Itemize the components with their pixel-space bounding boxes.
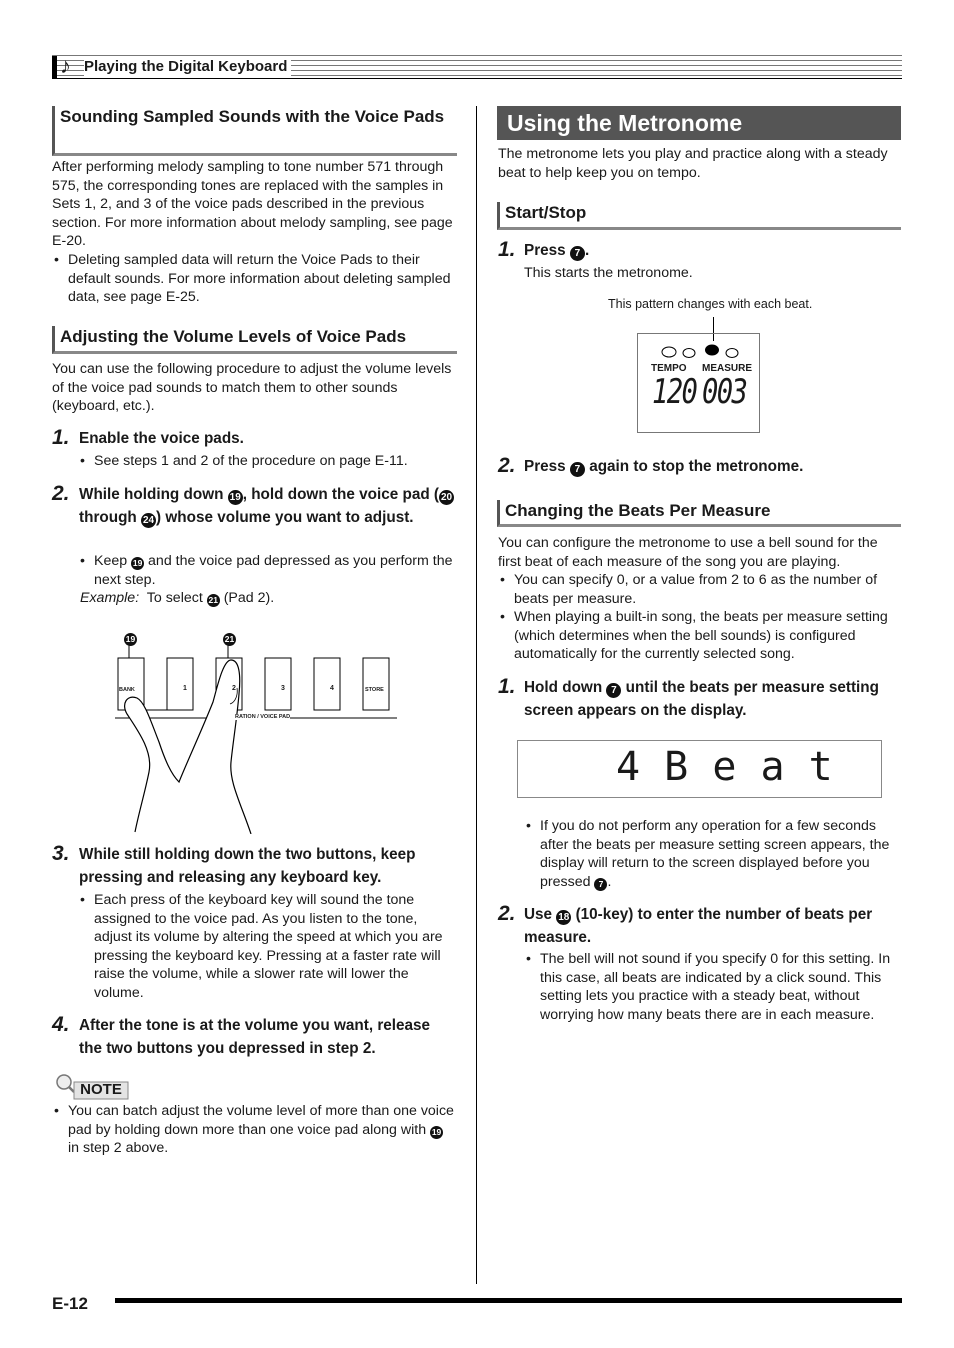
display-callout-text: This pattern changes with each beat. <box>608 297 813 311</box>
step-number-2: 2. <box>52 482 70 505</box>
tempo-label: TEMPO <box>651 363 687 374</box>
bullet-keep-depressed: • Keep 19 and the voice pad depressed as you perform the next step. <box>94 552 456 589</box>
footer-rule <box>115 1298 902 1303</box>
music-note-icon: ♪ <box>60 53 71 78</box>
button-18-icon: 18 <box>558 912 570 923</box>
pad-label-bank: BANK <box>119 687 135 693</box>
button-24-icon: 24 <box>142 514 155 526</box>
bullet-built-in-song: • When playing a built-in song, the beats per measure setting (which determines when the bell sounds) is configured automatically for the currently selected song. <box>514 608 902 664</box>
callout-19: 19 <box>125 634 136 644</box>
pad-label-4: 4 <box>330 685 334 692</box>
pad-label-2: 2 <box>232 685 236 692</box>
step-number-2: 2. <box>498 454 516 477</box>
pad-label-3: 3 <box>281 685 285 692</box>
step-number-1: 1. <box>52 426 70 449</box>
button-7-icon: 7 <box>594 878 607 891</box>
bullet-deleting-sampled: • Deleting sampled data will return the Voice Pads to their default sounds. For more information about deleting sampled data, see page E-25. <box>68 251 458 307</box>
column-divider <box>476 106 477 1284</box>
note-bullet-batch-adjust: • You can batch adjust the volume level of more than one voice pad by holding down more than one voice pad along with 19 in step 2 above. <box>68 1102 458 1158</box>
button-7-icon: 7 <box>606 683 621 698</box>
section-heading-start-stop: Start/Stop <box>497 202 901 230</box>
button-7-icon: 7 <box>570 246 585 261</box>
pad-label-1: 1 <box>183 685 187 692</box>
example-select-pad: Example: To select 21 (Pad 2). <box>80 590 275 606</box>
beat-setting-display <box>517 740 882 798</box>
step-number-1: 1. <box>498 238 516 261</box>
button-19-icon: 19 <box>132 558 143 568</box>
step-hold-down-voice-pad: While holding down 19 , hold down the voice pad ( 20 through 24 ) whose volume you want to adjust. <box>79 486 453 526</box>
paragraph-sampled-sounds: After performing melody sampling to tone number 571 through 575, the corresponding tones are replaced with the samples in Sets 1, 2, and 3 of the voice pads described in the previous section. For more information about melody sampling, see page E-20. <box>52 159 453 249</box>
step-release-buttons: After the tone is at the volume you want, release the two buttons you depressed in step 2. <box>79 1017 431 1057</box>
pad-label-store: STORE <box>365 687 384 693</box>
button-19-icon: 19 <box>431 1126 442 1137</box>
step-use-10-key: Use 18 (10-key) to enter the number of beats per measure. <box>524 906 873 946</box>
text-starts-metronome: This starts the metronome. <box>524 265 693 281</box>
section-banner-metronome: Using the Metronome <box>497 106 901 140</box>
step-keep-pressing: While still holding down the two buttons, keep pressing and releasing any keyboard key. <box>79 846 416 886</box>
metronome-display <box>637 333 760 433</box>
bullet-return-display: • If you do not perform any operation for a few seconds after the beats per measure setting screen appears, the display will return to the screen displayed before you pressed 7 . <box>540 817 902 891</box>
paragraph-metronome-intro: The metronome lets you play and practice along with a steady beat to help keep you on tempo. <box>498 146 888 181</box>
button-7-icon: 7 <box>570 462 585 477</box>
bullet-specify-value: • You can specify 0, or a value from 2 to 6 as the number of beats per measure. <box>514 571 902 608</box>
step-press-stop: Press 7 again to stop the metronome. <box>524 458 804 475</box>
page-number: E-12 <box>52 1294 88 1313</box>
voice-pad-strip-label: RATION / VOICE PAD <box>235 714 291 720</box>
step-enable-voice-pads: Enable the voice pads. <box>79 430 244 447</box>
section-heading-volume-levels: Adjusting the Volume Levels of Voice Pads <box>52 326 457 354</box>
paragraph-volume-procedure: You can use the following procedure to adjust the volume levels of the voice pad sounds to match them to other sounds (keyboard, etc.). <box>52 361 452 414</box>
button-20-icon: 20 <box>440 492 453 503</box>
beat-setting-text: 4 B e a t <box>616 744 833 790</box>
tempo-value: 120 <box>652 372 697 412</box>
header-bar <box>52 56 57 79</box>
button-19-icon: 19 <box>229 492 241 503</box>
header-section-title: Playing the Digital Keyboard <box>84 58 291 76</box>
voice-pad-diagram <box>105 622 405 834</box>
section-heading-beats-per-measure: Changing the Beats Per Measure <box>497 500 901 527</box>
step-number-4: 4. <box>52 1013 70 1036</box>
note-label: NOTE <box>80 1081 122 1098</box>
section-heading-voice-pads: Sounding Sampled Sounds with the Voice Pads <box>52 106 457 156</box>
step-number-2: 2. <box>498 902 516 925</box>
paragraph-bell-sound: You can configure the metronome to use a bell sound for the first beat of each measure of the song you are playing. <box>498 535 878 570</box>
step-hold-down-setting: Hold down 7 until the beats per measure setting screen appears on the display. <box>524 679 879 719</box>
button-21-icon: 21 <box>208 595 218 605</box>
step-press-start: Press 7 . <box>524 242 590 259</box>
beat-indicator-icon <box>660 342 740 360</box>
bullet-see-steps: • See steps 1 and 2 of the procedure on page E-11. <box>94 452 454 471</box>
measure-value: 003 <box>702 372 747 412</box>
step-number-1: 1. <box>498 675 516 698</box>
step-number-3: 3. <box>52 842 70 865</box>
measure-label: MEASURE <box>702 363 753 374</box>
bullet-bell-not-sound: • The bell will not sound if you specify 0 for this setting. In this case, all beats are indicated by a click sound. This setting lets you practice with a steady beat, without worrying how many beats there are in each measure. <box>540 950 902 1024</box>
callout-21: 21 <box>224 634 235 644</box>
bullet-each-press: • Each press of the keyboard key will sound the tone assigned to the voice pad. As you listen to the tone, adjust its volume by altering the speed at which you are pressing the keyboard key. Pressing at a faster rate will raise the volume, while a slower rate will lower the volume. <box>94 891 456 1002</box>
